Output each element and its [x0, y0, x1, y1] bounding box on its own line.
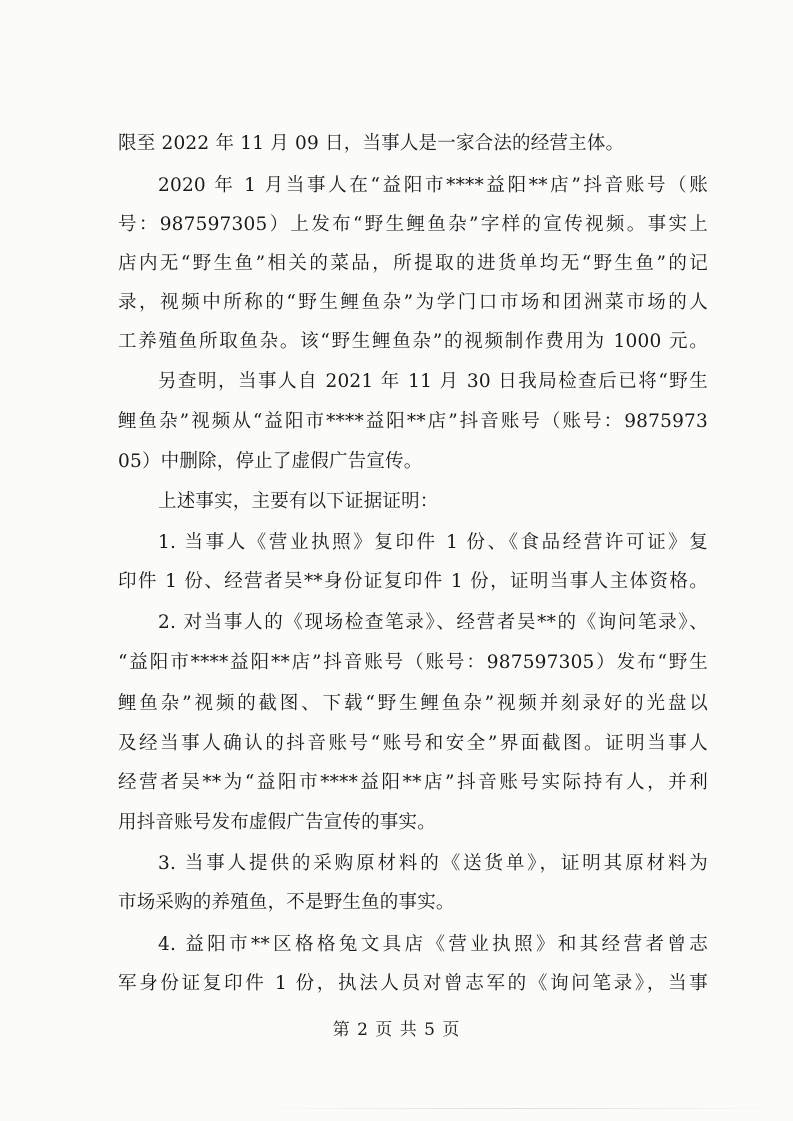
- text-line: 1. 当事人《营业执照》复印件 1 份、《食品经营许可证》复: [158, 532, 708, 553]
- text-line: 号：987597305）上发布“野生鲤鱼杂”字样的宣传视频。事实上: [118, 214, 708, 235]
- text-line: 鲤鱼杂”视频的截图、下载“野生鲤鱼杂”视频并刻录好的光盘以: [118, 693, 708, 714]
- scan-artifact-line: [250, 1108, 790, 1109]
- text-line: 鲤鱼杂”视频从“益阳市****益阳**店”抖音账号（账号：9875973: [118, 411, 708, 432]
- text-line: “益阳市****益阳**店”抖音账号（账号：987597305）发布“野生: [118, 652, 708, 673]
- text-line: 用抖音账号发布虚假广告宣传的事实。: [118, 812, 436, 833]
- text-line: 05）中删除，停止了虚假广告宣传。: [118, 451, 423, 472]
- text-line: 经营者吴**为“益阳市****益阳**店”抖音账号实际持有人，并利: [118, 772, 708, 793]
- text-line: 限至 2022 年 11 月 09 日，当事人是一家合法的经营主体。: [118, 133, 625, 154]
- text-line: 上述事实，主要有以下证据证明：: [158, 491, 439, 512]
- text-line: 市场采购的养殖鱼，不是野生鱼的事实。: [118, 892, 455, 913]
- page-number-footer: 第 2 页 共 5 页: [332, 1020, 461, 1040]
- text-line: 及经当事人确认的抖音账号“账号和安全”界面截图。证明当事人: [118, 733, 708, 754]
- text-line: 工养殖鱼所取鱼杂。该“野生鲤鱼杂”的视频制作费用为 1000 元。: [118, 331, 708, 352]
- text-line: 印件 1 份、经营者吴**身份证复印件 1 份，证明当事人主体资格。: [118, 571, 708, 592]
- text-line: 3. 当事人提供的采购原材料的《送货单》，证明其原材料为: [158, 853, 708, 874]
- text-line: 2020 年 1 月当事人在“益阳市****益阳**店”抖音账号（账: [158, 175, 708, 196]
- text-line: 录，视频中所称的“野生鲤鱼杂”为学门口市场和团洲菜市场的人: [118, 292, 708, 313]
- text-line: 军身份证复印件 1 份，执法人员对曾志军的《询问笔录》，当事: [118, 973, 708, 994]
- text-line: 2. 对当事人的《现场检查笔录》、经营者吴**的《询问笔录》、: [158, 612, 708, 633]
- text-line: 另查明，当事人自 2021 年 11 月 30 日我局检查后已将“野生: [158, 371, 708, 392]
- text-line: 4. 益阳市**区格格兔文具店《营业执照》和其经营者曾志: [158, 934, 708, 955]
- text-line: 店内无“野生鱼”相关的菜品，所提取的进货单均无“野生鱼”的记: [118, 253, 708, 274]
